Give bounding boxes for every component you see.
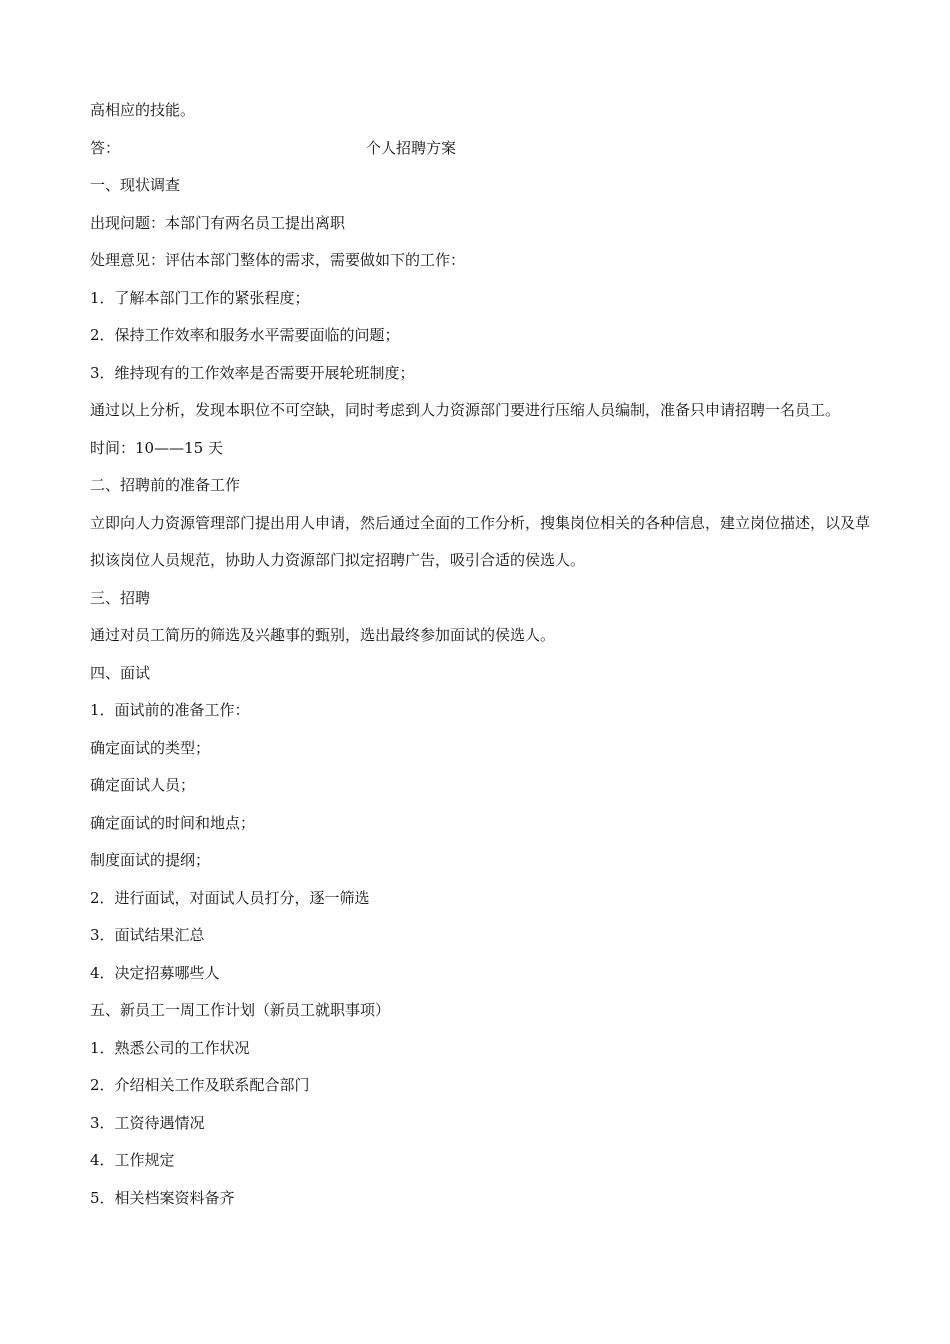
problem-line: 出现问题：本部门有两名员工提出离职: [90, 213, 346, 232]
section-heading: 二、招聘前的准备工作: [90, 476, 241, 494]
section-heading: 三、招聘: [90, 588, 151, 607]
list-item: 2．介绍相关工作及联系配合部门: [90, 1076, 310, 1094]
time-line: 时间：10——15 天: [90, 438, 223, 457]
sub-item: 确定面试的时间和地点；: [90, 813, 256, 832]
section-heading: 四、面试: [90, 663, 151, 682]
list-item: 3．工资待遇情况: [90, 1113, 205, 1132]
document-title: 个人招聘方案: [366, 138, 457, 157]
list-item: 3．面试结果汇总: [90, 926, 205, 944]
list-item: 1．了解本部门工作的紧张程度；: [90, 288, 310, 307]
list-item: 1．熟悉公司的工作状况: [90, 1038, 250, 1057]
intro-fragment: 高相应的技能。: [90, 101, 196, 119]
list-item: 1．面试前的准备工作：: [90, 701, 250, 719]
body-line: 通过对员工简历的筛选及兴趣事的甄别，选出最终参加面试的侯选人。: [90, 626, 556, 644]
sub-item: 确定面试的类型；: [90, 738, 211, 757]
analysis-paragraph: 通过以上分析，发现本职位不可空缺，同时考虑到人力资源部门要进行压缩人员编制，准备只申请招聘一名员工。: [90, 401, 841, 419]
sub-item: 确定面试人员；: [90, 776, 196, 794]
body-paragraph: 立即向人力资源管理部门提出用人申请，然后通过全面的工作分析，搜集岗位相关的各种信息，建立岗位描述，以及草拟该岗位人员规范，协助人力资源部门拟定招聘广告，吸引合适的侯选人。: [90, 513, 871, 569]
section-heading: 一、现状调查: [90, 176, 181, 194]
list-item: 2．保持工作效率和服务水平需要面临的问题；: [90, 326, 400, 344]
title-row: [90, 130, 870, 168]
list-item: 3．维持现有的工作效率是否需要开展轮班制度；: [90, 363, 415, 382]
document-page: [90, 92, 870, 1217]
section-heading: 五、新员工一周工作计划（新员工就职事项）: [90, 1001, 391, 1019]
list-item: 4．决定招募哪些人: [90, 963, 220, 982]
opinion-line: 处理意见：评估本部门整体的需求，需要做如下的工作：: [90, 251, 466, 269]
list-item: 2．进行面试，对面试人员打分，逐一筛选: [90, 888, 370, 907]
answer-label: 答：: [90, 138, 121, 157]
sub-item: 制度面试的提纲；: [90, 851, 211, 869]
list-item: 4．工作规定: [90, 1151, 175, 1169]
list-item: 5．相关档案资料备齐: [90, 1188, 235, 1207]
